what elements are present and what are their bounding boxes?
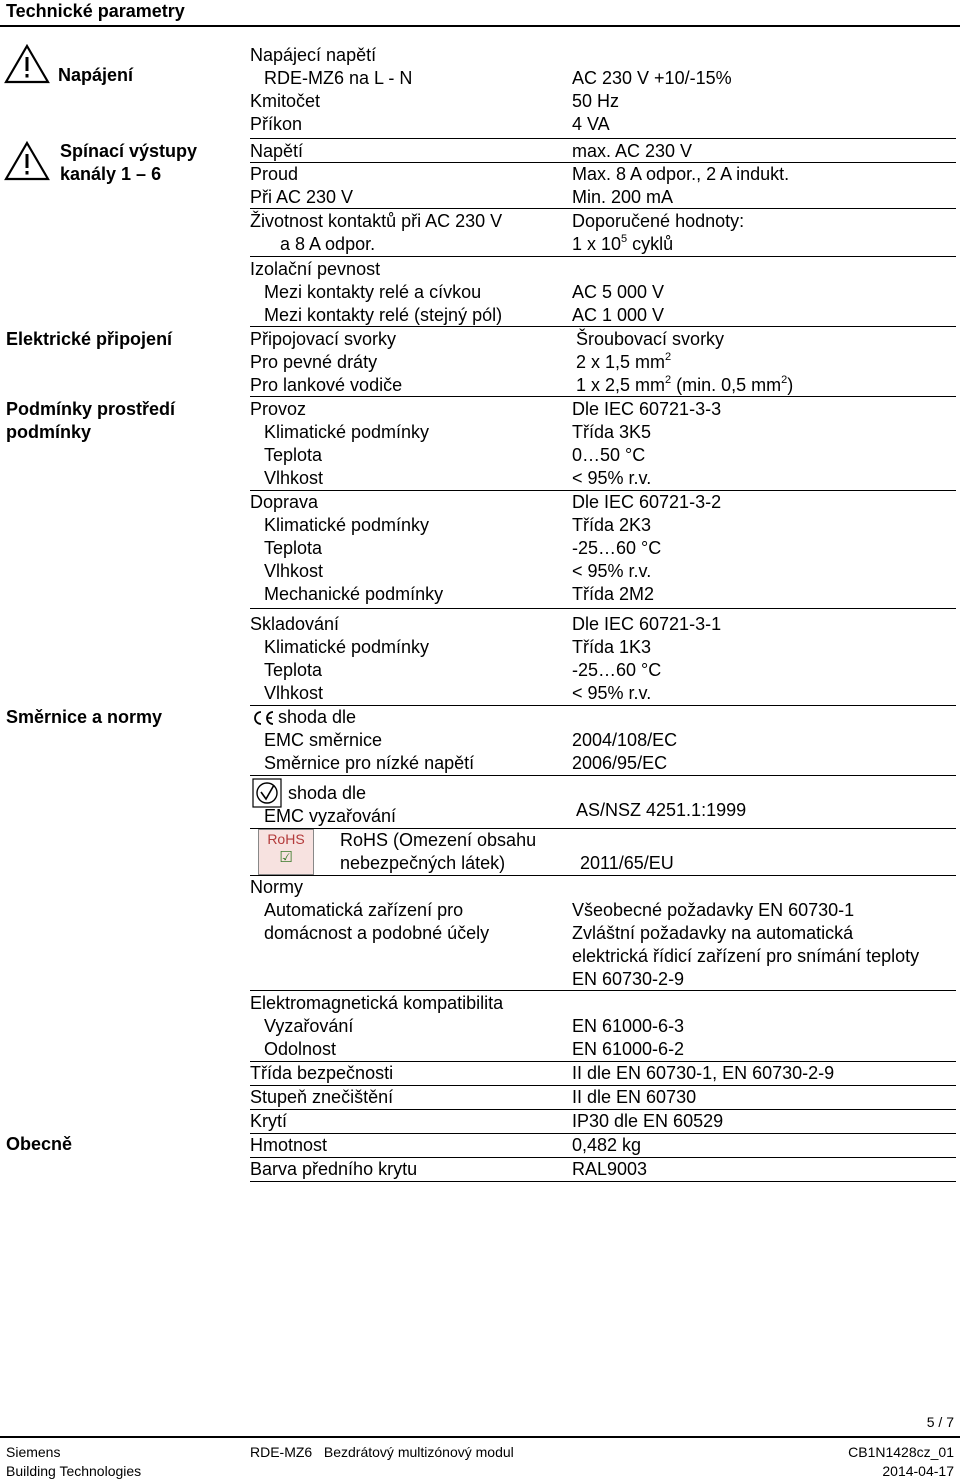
- footer-doc-id: CB1N1428cz_01: [848, 1444, 954, 1460]
- row-value: EN 61000-6-3: [572, 1016, 685, 1036]
- page-title: Technické parametry: [6, 1, 185, 21]
- table-row: [250, 186, 956, 209]
- row-value: Dle IEC 60721-3-3: [572, 399, 722, 419]
- row-divider: [250, 705, 956, 706]
- row-label: Kmitočet: [250, 91, 321, 111]
- row-label: Krytí: [250, 1111, 288, 1131]
- row-divider: [250, 1085, 956, 1086]
- table-row: [250, 1158, 956, 1181]
- row-label: Automatická zařízení pro: [264, 900, 464, 920]
- row-value: Třída 2K3: [572, 515, 652, 535]
- table-row: [250, 1038, 956, 1061]
- row-label: Odolnost: [264, 1039, 337, 1059]
- row-value: < 95% r.v.: [572, 468, 652, 488]
- row-label: Třída bezpečnosti: [250, 1063, 394, 1083]
- table-row: [250, 281, 956, 304]
- table-row: [250, 514, 956, 537]
- row-divider: [250, 256, 956, 257]
- table-row: [250, 636, 956, 659]
- row-value: Min. 200 mA: [572, 187, 674, 207]
- table-row: [250, 491, 956, 514]
- row-label: nebezpečných látek): [340, 853, 506, 873]
- row-label: Napájecí napětí: [250, 45, 377, 65]
- table-row: [250, 163, 956, 186]
- table-row: [250, 899, 956, 922]
- row-value: Dle IEC 60721-3-2: [572, 492, 722, 512]
- row-label: Pro lankové vodiče: [250, 375, 403, 395]
- row-label: Mechanické podmínky: [264, 584, 444, 604]
- row-value: AC 230 V +10/-15%: [572, 68, 732, 88]
- table-row: [250, 374, 956, 397]
- table-row: [250, 1015, 956, 1038]
- table-row: [250, 1086, 956, 1109]
- row-label: Elektromagnetická kompatibilita: [250, 993, 504, 1013]
- table-row: [250, 328, 956, 351]
- row-value: AC 5 000 V: [572, 282, 665, 302]
- row-divider: [250, 326, 956, 327]
- row-label: Barva předního krytu: [250, 1159, 418, 1179]
- row-label: Teplota: [264, 445, 323, 465]
- section-environment: Podmínky prostředí: [6, 399, 176, 419]
- table-row: [250, 140, 956, 163]
- row-value: Všeobecné požadavky EN 60730-1: [572, 900, 855, 920]
- table-row: [250, 1134, 956, 1157]
- table-row: [250, 560, 956, 583]
- row-label: Klimatické podmínky: [264, 637, 430, 657]
- row-label: Teplota: [264, 660, 323, 680]
- parameter-table: [250, 0, 956, 1200]
- table-row: [250, 537, 956, 560]
- section-electrical: Elektrické připojení: [6, 329, 173, 349]
- section-outputs: Spínací výstupy: [60, 141, 198, 161]
- row-divider: [250, 775, 956, 776]
- row-divider: [250, 162, 956, 163]
- footer-date: 2014-04-17: [882, 1463, 954, 1479]
- row-value: IP30 dle EN 60529: [572, 1111, 724, 1131]
- row-value: Třída 3K5: [572, 422, 652, 442]
- rohs-logo-text: RoHS: [267, 831, 305, 847]
- section-environment-conditions: podmínky: [6, 422, 92, 442]
- table-row: [250, 876, 956, 899]
- section-power: Napájení: [58, 65, 134, 85]
- table-row: [250, 752, 956, 775]
- row-value: AS/NSZ 4251.1:1999: [576, 800, 747, 820]
- table-row: [250, 351, 956, 374]
- row-value: Max. 8 A odpor., 2 A indukt.: [572, 164, 790, 184]
- row-label: shoda dle: [278, 707, 357, 727]
- row-divider: [250, 828, 956, 829]
- table-row: [250, 210, 956, 233]
- table-row: [250, 90, 956, 113]
- value-text: 1 x 10: [572, 234, 622, 254]
- table-row: [250, 113, 956, 136]
- row-value: RAL9003: [572, 1159, 648, 1179]
- row-value: AC 1 000 V: [572, 305, 665, 325]
- row-value: [576, 374, 793, 397]
- table-row: [250, 1062, 956, 1085]
- row-label: a 8 A odpor.: [280, 234, 376, 254]
- check-icon: ☑: [279, 849, 293, 866]
- table-row: [250, 922, 956, 945]
- table-row: [250, 682, 956, 705]
- row-label: domácnost a podobné účely: [264, 923, 490, 943]
- row-label: Provoz: [250, 399, 307, 419]
- row-value: Zvláštní požadavky na automatická: [572, 923, 854, 943]
- warning-icon: [4, 44, 50, 84]
- table-row: [250, 852, 956, 875]
- row-divider: [250, 490, 956, 491]
- row-value: Šroubovací svorky: [576, 329, 725, 349]
- row-value: 4 VA: [572, 114, 610, 134]
- row-label: Proud: [250, 164, 299, 184]
- row-label: Směrnice pro nízké napětí: [264, 753, 475, 773]
- table-row: [250, 444, 956, 467]
- ce-mark-icon: [250, 708, 276, 728]
- row-value: 50 Hz: [572, 91, 620, 111]
- rcm-mark-icon: [252, 778, 282, 808]
- row-value: 2006/95/EC: [572, 753, 668, 773]
- row-label: Skladování: [250, 614, 340, 634]
- row-label: RDE-MZ6 na L - N: [264, 68, 413, 88]
- table-row: [250, 304, 956, 327]
- warning-icon: [4, 141, 50, 181]
- row-divider: [250, 1181, 956, 1182]
- table-row: [250, 659, 956, 682]
- row-value: elektrická řídicí zařízení pro snímání teploty: [572, 946, 920, 966]
- table-row: [250, 583, 956, 606]
- row-value: 2011/65/EU: [580, 853, 674, 873]
- value-text: cyklů: [627, 234, 674, 254]
- row-value: II dle EN 60730: [572, 1087, 697, 1107]
- value-text: 1 x 2,5 mm: [576, 375, 666, 395]
- table-row: [250, 968, 956, 991]
- row-label: Stupeň znečištění: [250, 1087, 394, 1107]
- value-exponent: 2: [781, 374, 788, 386]
- row-divider: [250, 208, 956, 209]
- page-number: 5 / 7: [926, 1414, 954, 1430]
- section-standards: Směrnice a normy: [6, 707, 163, 727]
- row-label: Napětí: [250, 141, 304, 161]
- row-value: Dle IEC 60721-3-1: [572, 614, 722, 634]
- row-divider: [250, 1133, 956, 1134]
- row-label: Vlhkost: [264, 561, 324, 581]
- row-label: Životnost kontaktů při AC 230 V: [250, 211, 503, 231]
- row-value: -25…60 °C: [572, 660, 662, 680]
- value-exponent: 5: [621, 233, 628, 245]
- row-value: Třída 2M2: [572, 584, 655, 604]
- footer-product: RDE-MZ6 Bezdrátový multizónový modul: [250, 1444, 514, 1460]
- row-value: < 95% r.v.: [572, 683, 652, 703]
- row-value: EN 60730-2-9: [572, 969, 685, 989]
- row-label: Doprava: [250, 492, 319, 512]
- row-value: EN 61000-6-2: [572, 1039, 685, 1059]
- footer-division: Building Technologies: [6, 1463, 142, 1479]
- row-divider: [250, 875, 956, 876]
- row-divider: [250, 990, 956, 991]
- footer-divider: [0, 1436, 960, 1438]
- table-row: [250, 729, 956, 752]
- row-value: [576, 351, 671, 374]
- row-label: RoHS (Omezení obsahu: [340, 830, 537, 850]
- row-value: II dle EN 60730-1, EN 60730-2-9: [572, 1063, 835, 1083]
- row-label: Mezi kontakty relé a cívkou: [264, 282, 482, 302]
- table-row: [250, 233, 956, 256]
- row-divider: [250, 1109, 956, 1110]
- row-divider: [250, 1157, 956, 1158]
- row-label: Při AC 230 V: [250, 187, 354, 207]
- table-row: [250, 398, 956, 421]
- table-row: [250, 992, 956, 1015]
- row-label: Mezi kontakty relé (stejný pól): [264, 305, 503, 325]
- table-row: [250, 467, 956, 490]
- table-row: [250, 421, 956, 444]
- row-label: Vyzařování: [264, 1016, 354, 1036]
- row-value: Třída 1K3: [572, 637, 652, 657]
- row-divider: [250, 1061, 956, 1062]
- table-row: [250, 258, 956, 281]
- row-label: Pro pevné dráty: [250, 352, 378, 372]
- row-label: Klimatické podmínky: [264, 422, 430, 442]
- table-row: [250, 706, 956, 729]
- row-label: Připojovací svorky: [250, 329, 397, 349]
- table-row: [250, 67, 956, 90]
- row-label: Normy: [250, 877, 303, 897]
- rohs-logo: [258, 829, 314, 875]
- table-row: [250, 829, 956, 852]
- row-value: -25…60 °C: [572, 538, 662, 558]
- row-label: EMC vyzařování: [264, 806, 397, 826]
- row-value: 2004/108/EC: [572, 730, 678, 750]
- row-divider: [250, 396, 956, 397]
- row-value: Doporučené hodnoty:: [572, 211, 745, 231]
- table-row: [250, 44, 956, 67]
- table-row: [250, 1110, 956, 1133]
- row-label: Vlhkost: [264, 468, 324, 488]
- row-label: Klimatické podmínky: [264, 515, 430, 535]
- table-row: [250, 945, 956, 968]
- value-text: (min. 0,5 mm: [671, 375, 782, 395]
- row-value: [572, 233, 673, 256]
- table-row: [250, 800, 956, 828]
- row-divider: [250, 138, 956, 139]
- section-general: Obecně: [6, 1134, 73, 1154]
- row-label: Teplota: [264, 538, 323, 558]
- row-value: 0…50 °C: [572, 445, 646, 465]
- section-outputs-channels: kanály 1 – 6: [60, 164, 162, 184]
- value-exponent: 2: [665, 374, 672, 386]
- row-value: < 95% r.v.: [572, 561, 652, 581]
- row-label: Příkon: [250, 114, 303, 134]
- row-label: Izolační pevnost: [250, 259, 381, 279]
- value-text: 2 x 1,5 mm: [576, 352, 666, 372]
- footer-company: Siemens: [6, 1444, 61, 1460]
- row-label: shoda dle: [288, 783, 367, 803]
- row-label: Vlhkost: [264, 683, 324, 703]
- row-label: EMC směrnice: [264, 730, 383, 750]
- row-label: Hmotnost: [250, 1135, 328, 1155]
- value-text: ): [787, 375, 794, 395]
- row-value: max. AC 230 V: [572, 141, 693, 161]
- table-row: [250, 613, 956, 636]
- row-value: 0,482 kg: [572, 1135, 642, 1155]
- value-exponent: 2: [665, 351, 672, 363]
- row-divider: [250, 608, 956, 609]
